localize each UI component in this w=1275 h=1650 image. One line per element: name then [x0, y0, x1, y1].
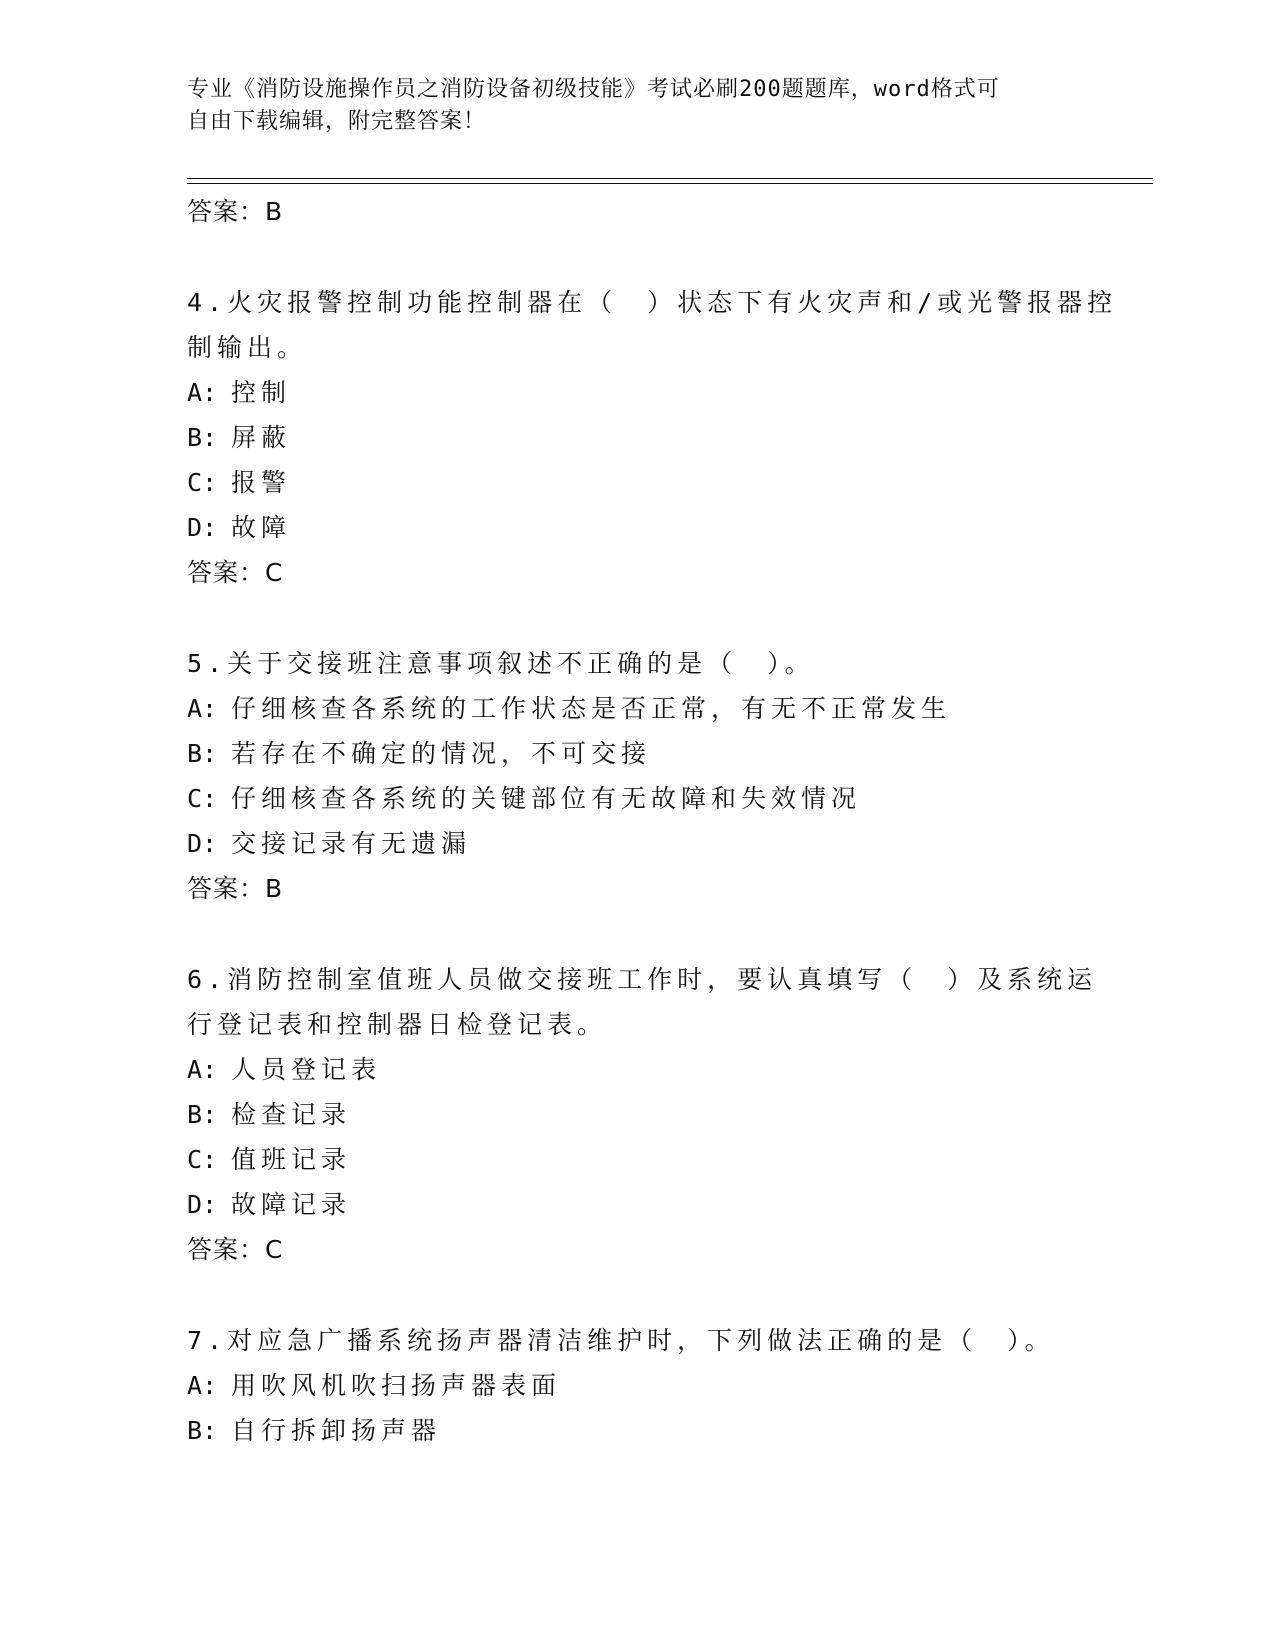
option-d: [187, 505, 1087, 550]
previous-answer: 答案：B: [187, 197, 284, 226]
option-letter: B:: [187, 423, 218, 452]
question-text-line-2: 制输出。: [187, 333, 308, 362]
option-text: 控制: [231, 378, 292, 407]
question-text-line-1: 5.关于交接班注意事项叙述不正确的是（ ）。: [187, 649, 815, 678]
question-4: [187, 280, 1118, 595]
option-c: [187, 460, 1087, 505]
option-text: 值班记录: [231, 1145, 352, 1174]
option-letter: D:: [187, 829, 218, 858]
question-text-line-2: 行登记表和控制器日检登记表。: [187, 1010, 608, 1039]
option-text: 自行拆卸扬声器: [231, 1416, 442, 1445]
option-letter: B:: [187, 1416, 218, 1445]
option-b: [187, 415, 1087, 460]
question-6: [187, 957, 1098, 1272]
question-text-line-1: 4.火灾报警控制功能控制器在（ ）状态下有火灾声和/或光警报器控: [187, 288, 1118, 317]
option-text: 检查记录: [231, 1100, 352, 1129]
option-b: [187, 731, 1087, 776]
option-a: [187, 1047, 1087, 1092]
header-line-1: 专业《消防设施操作员之消防设备初级技能》考试必刷200题题库，word格式可: [187, 77, 1000, 102]
option-letter: B:: [187, 739, 218, 768]
answer: 答案：B: [187, 874, 284, 903]
option-letter: A:: [187, 1055, 218, 1084]
option-letter: C:: [187, 784, 218, 813]
option-b: [187, 1092, 1087, 1137]
option-text: 用吹风机吹扫扬声器表面: [231, 1371, 562, 1400]
option-letter: C:: [187, 468, 218, 497]
option-a: [187, 370, 1087, 415]
option-c: [187, 776, 1087, 821]
option-letter: D:: [187, 1190, 218, 1219]
option-letter: D:: [187, 513, 218, 542]
question-text-line-1: 6.消防控制室值班人员做交接班工作时，要认真填写（ ）及系统运: [187, 965, 1098, 994]
option-text: 人员登记表: [231, 1055, 382, 1084]
option-text: 仔细核查各系统的工作状态是否正常，有无不正常发生: [231, 694, 952, 723]
option-letter: A:: [187, 1371, 218, 1400]
spacer: [187, 234, 1087, 280]
option-c: [187, 1137, 1087, 1182]
option-text: 屏蔽: [231, 423, 292, 452]
option-a: [187, 1363, 1087, 1408]
header-divider-bottom: [187, 183, 1153, 184]
option-text: 故障记录: [231, 1190, 352, 1219]
option-d: [187, 821, 1087, 866]
spacer: [187, 595, 1087, 641]
question-5: [187, 641, 1087, 911]
option-text: 交接记录有无遗漏: [231, 829, 472, 858]
option-text: 报警: [231, 468, 292, 497]
option-a: [187, 686, 1087, 731]
answer: 答案：C: [187, 1235, 284, 1264]
option-letter: C:: [187, 1145, 218, 1174]
option-text: 若存在不确定的情况，不可交接: [231, 739, 652, 768]
option-letter: A:: [187, 694, 218, 723]
option-text: 仔细核查各系统的关键部位有无故障和失效情况: [231, 784, 862, 813]
question-text-line-1: 7.对应急广播系统扬声器清洁维护时，下列做法正确的是（ ）。: [187, 1326, 1055, 1355]
option-text: 故障: [231, 513, 292, 542]
spacer: [187, 1272, 1087, 1318]
spacer: [187, 911, 1087, 957]
question-7: [187, 1318, 1087, 1453]
option-d: [187, 1182, 1087, 1227]
option-letter: B:: [187, 1100, 218, 1129]
answer: 答案：C: [187, 558, 284, 587]
header-line-2: 自由下载编辑，附完整答案！: [187, 109, 487, 134]
document-body: [187, 189, 1118, 1453]
header-divider-top: [187, 178, 1153, 179]
document-header: [187, 74, 1067, 138]
option-b: [187, 1408, 1087, 1453]
option-letter: A:: [187, 378, 218, 407]
